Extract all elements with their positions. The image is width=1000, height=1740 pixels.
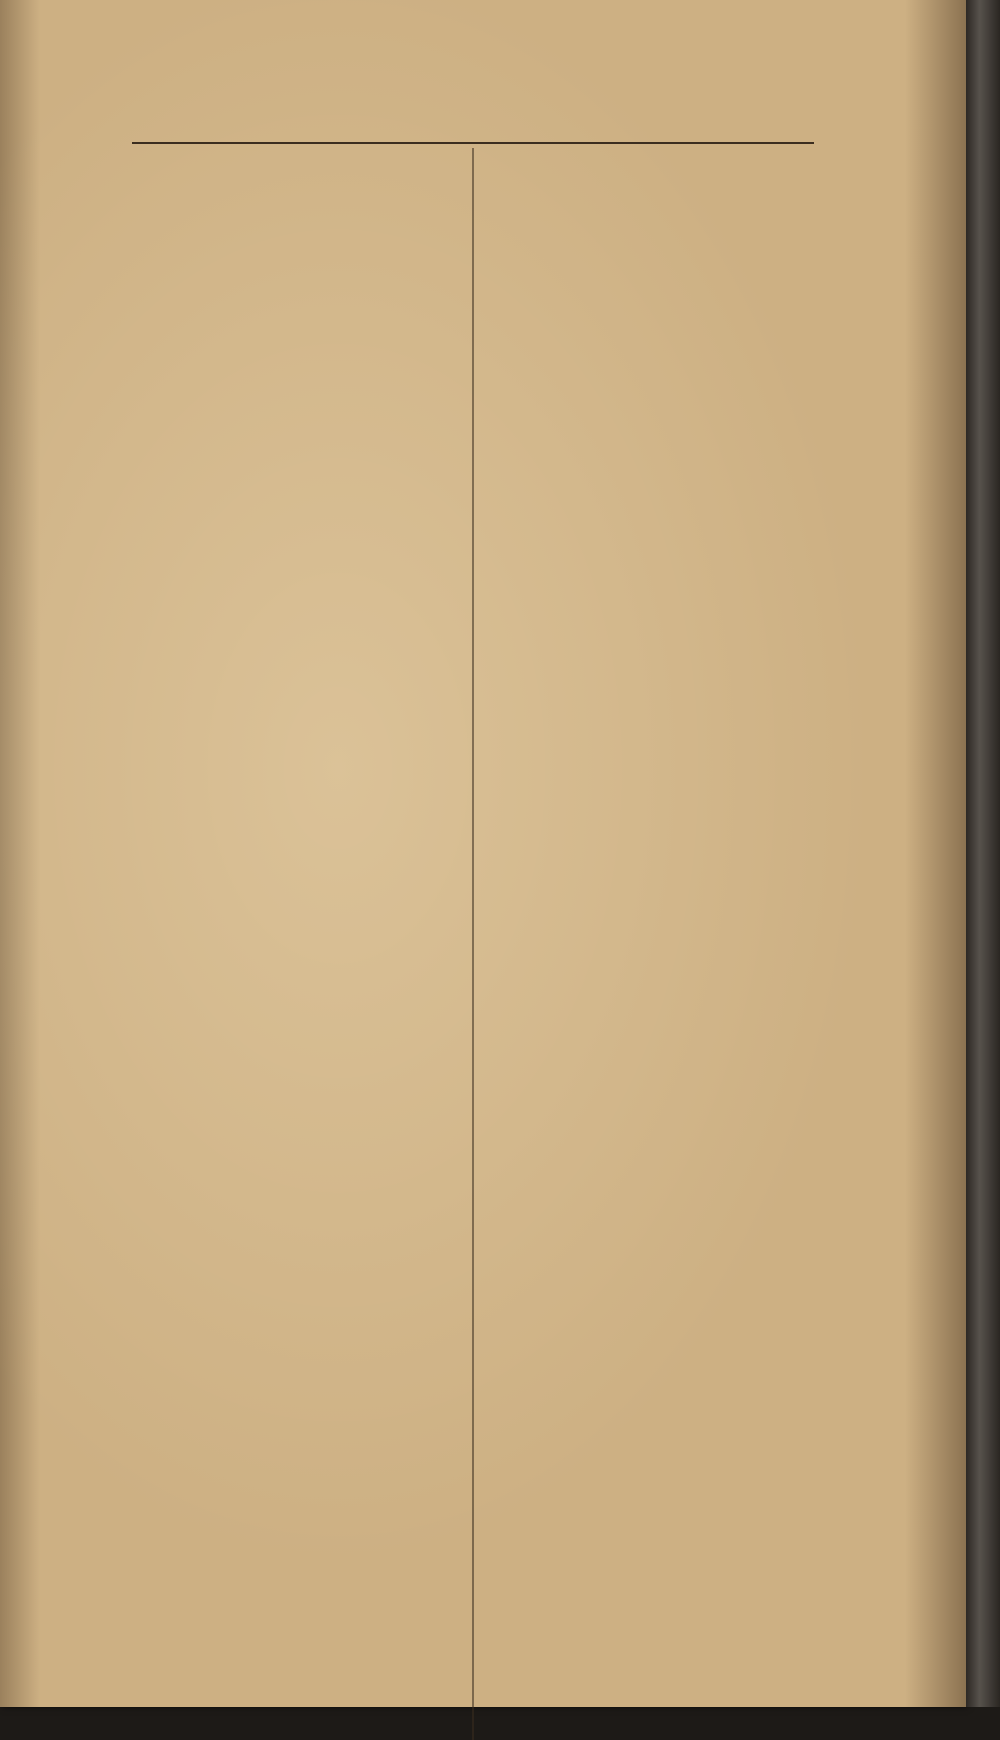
book-spine <box>966 0 1000 1707</box>
column-divider <box>472 148 474 1740</box>
header-rule <box>132 142 814 144</box>
page-header <box>340 112 870 140</box>
